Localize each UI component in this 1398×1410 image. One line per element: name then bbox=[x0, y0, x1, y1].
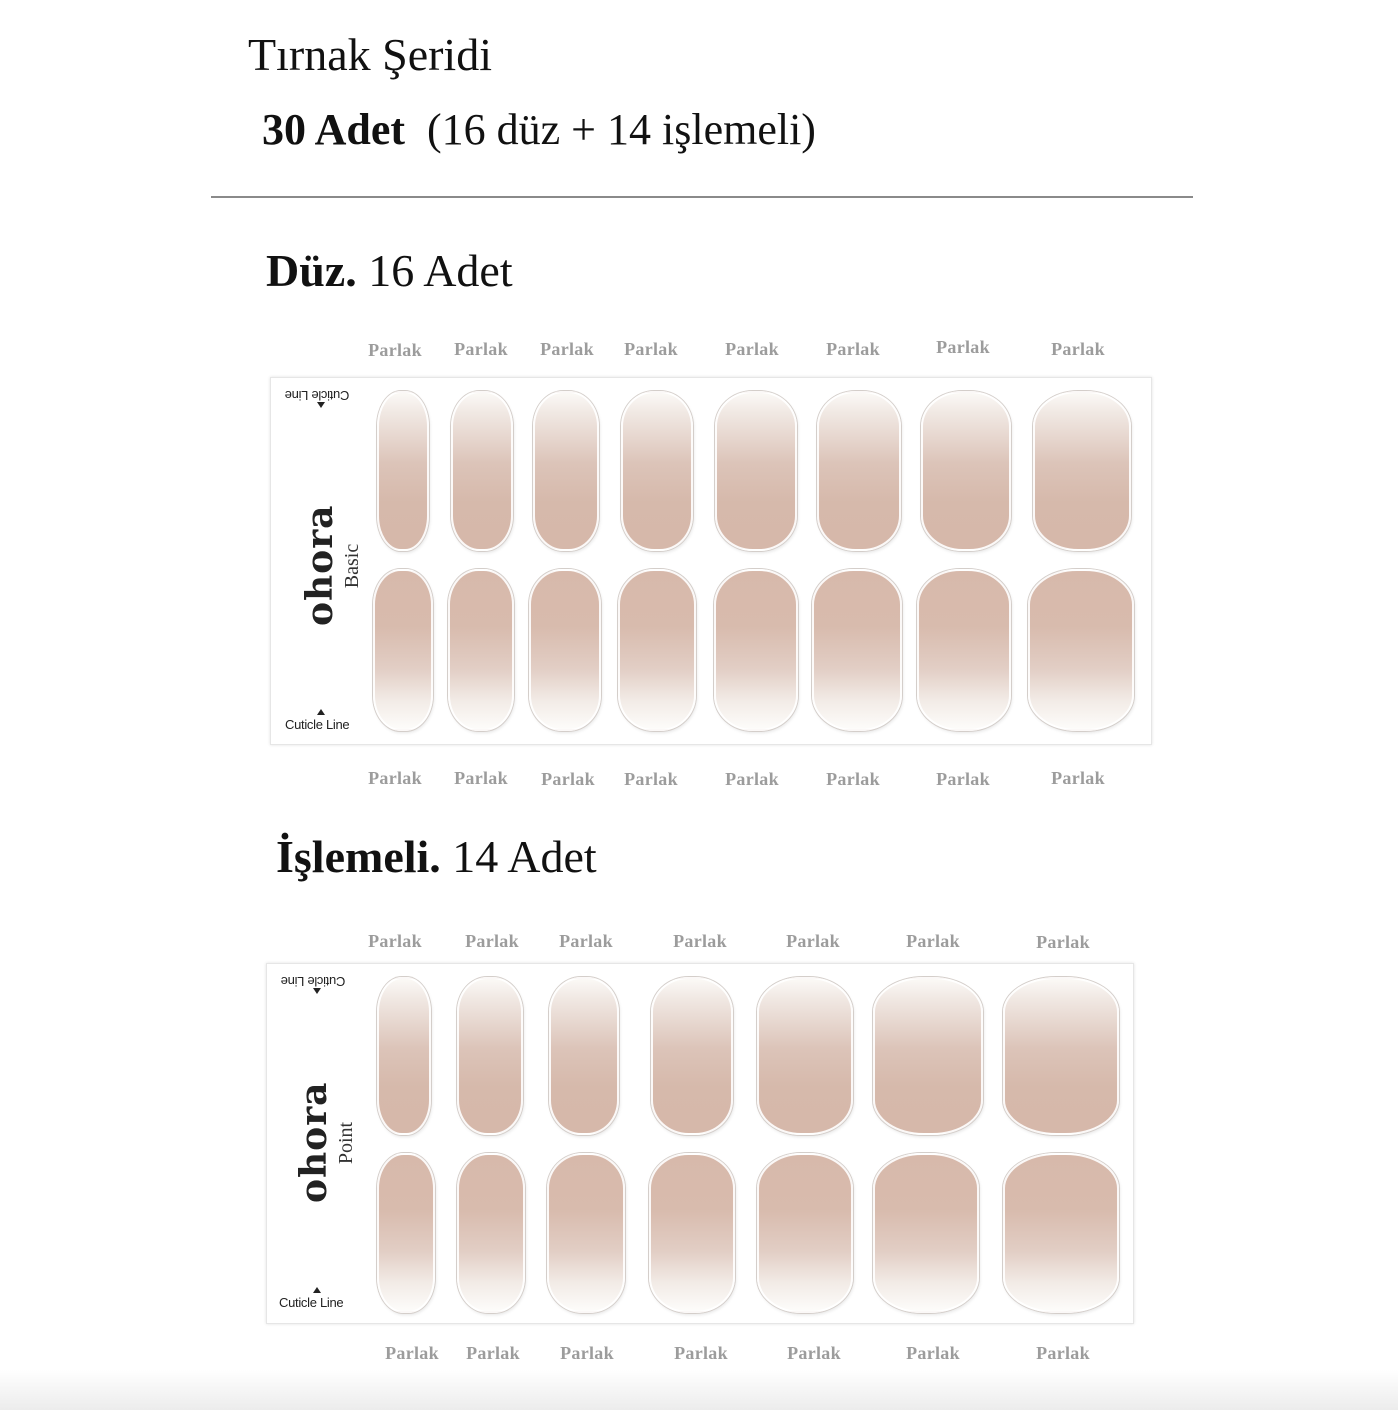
brand-block bbox=[293, 1081, 357, 1203]
finish-label: Parlak bbox=[673, 931, 727, 951]
finish-label: Parlak bbox=[826, 769, 880, 789]
cuticle-arrow-icon bbox=[317, 709, 325, 715]
finish-label: Parlak bbox=[624, 339, 678, 359]
nail-tip bbox=[917, 569, 1011, 731]
nail-tip bbox=[373, 569, 433, 731]
nail-tip bbox=[873, 1153, 979, 1313]
nail-tip bbox=[618, 569, 696, 731]
section-art-title bbox=[276, 830, 597, 884]
finish-label: Parlak bbox=[826, 339, 880, 359]
nail-tip bbox=[1003, 977, 1119, 1135]
section-art-title-count: 14 Adet bbox=[452, 831, 597, 882]
piece-count bbox=[262, 104, 816, 156]
nail-sheet-art bbox=[266, 963, 1134, 1324]
nail-tip bbox=[873, 977, 983, 1135]
nail-tip bbox=[714, 569, 798, 731]
nail-tip bbox=[377, 1153, 435, 1313]
finish-label: Parlak bbox=[465, 931, 519, 951]
finish-label: Parlak bbox=[368, 340, 422, 360]
nail-tip bbox=[529, 569, 601, 731]
cuticle-line-label-bottom: Cuticle Line bbox=[285, 717, 350, 732]
product-line: Point bbox=[335, 1121, 357, 1165]
finish-label: Parlak bbox=[787, 1343, 841, 1363]
brand-logo: ohora bbox=[293, 1081, 335, 1203]
nail-tip bbox=[921, 391, 1011, 551]
nail-tip bbox=[377, 977, 431, 1135]
finish-label: Parlak bbox=[560, 1343, 614, 1363]
nail-tip bbox=[1033, 391, 1131, 551]
nail-tip bbox=[533, 391, 599, 551]
nail-tip bbox=[649, 1153, 735, 1313]
finish-label: Parlak bbox=[368, 931, 422, 951]
brand-logo: ohora bbox=[299, 504, 341, 626]
finish-label: Parlak bbox=[936, 337, 990, 357]
nail-tip bbox=[457, 1153, 525, 1313]
finish-label: Parlak bbox=[1036, 932, 1090, 952]
nail-tip bbox=[1003, 1153, 1119, 1313]
nail-tip bbox=[547, 1153, 625, 1313]
nail-tip bbox=[757, 1153, 853, 1313]
nail-tip bbox=[1028, 569, 1134, 731]
piece-count-detail: (16 düz + 14 işlemeli) bbox=[427, 105, 816, 154]
brand-block bbox=[299, 504, 363, 626]
finish-label: Parlak bbox=[1051, 339, 1105, 359]
nail-tip bbox=[817, 391, 901, 551]
finish-label: Parlak bbox=[540, 339, 594, 359]
finish-label: Parlak bbox=[906, 1343, 960, 1363]
finish-label: Parlak bbox=[466, 1343, 520, 1363]
cuticle-line-label-top: Cuticle Line bbox=[281, 974, 346, 989]
nail-tip bbox=[457, 977, 523, 1135]
nail-tip bbox=[757, 977, 853, 1135]
finish-label: Parlak bbox=[454, 768, 508, 788]
nail-tip bbox=[715, 391, 797, 551]
finish-label: Parlak bbox=[541, 769, 595, 789]
section-art-title-bold: İşlemeli. bbox=[276, 831, 441, 882]
nail-tip bbox=[621, 391, 693, 551]
divider bbox=[211, 196, 1193, 198]
product-line: Basic bbox=[341, 543, 363, 589]
cuticle-line-label-bottom: Cuticle Line bbox=[279, 1295, 344, 1310]
section-plain-title bbox=[266, 244, 513, 298]
nail-tip bbox=[377, 391, 429, 551]
cuticle-arrow-icon bbox=[313, 1287, 321, 1293]
finish-label: Parlak bbox=[454, 339, 508, 359]
cuticle-line-label-top: Cuticle Line bbox=[285, 388, 350, 403]
nail-tip bbox=[549, 977, 619, 1135]
finish-label: Parlak bbox=[385, 1343, 439, 1363]
piece-count-total: 30 Adet bbox=[262, 105, 405, 154]
nail-tip bbox=[812, 569, 902, 731]
nail-tip bbox=[651, 977, 733, 1135]
finish-label: Parlak bbox=[725, 339, 779, 359]
section-plain-title-count: 16 Adet bbox=[368, 245, 513, 296]
finish-label: Parlak bbox=[906, 931, 960, 951]
finish-label: Parlak bbox=[786, 931, 840, 951]
finish-label: Parlak bbox=[725, 769, 779, 789]
page-title: Tırnak Şeridi bbox=[248, 29, 492, 80]
finish-label: Parlak bbox=[936, 769, 990, 789]
finish-label: Parlak bbox=[1051, 768, 1105, 788]
finish-label: Parlak bbox=[674, 1343, 728, 1363]
nail-tip bbox=[448, 569, 514, 731]
finish-label: Parlak bbox=[624, 769, 678, 789]
bottom-fade bbox=[0, 1370, 1398, 1410]
finish-label: Parlak bbox=[368, 768, 422, 788]
finish-label: Parlak bbox=[1036, 1343, 1090, 1363]
finish-label: Parlak bbox=[559, 931, 613, 951]
nail-sheet-plain bbox=[270, 377, 1152, 745]
nail-tip bbox=[451, 391, 513, 551]
section-plain-title-bold: Düz. bbox=[266, 245, 357, 296]
